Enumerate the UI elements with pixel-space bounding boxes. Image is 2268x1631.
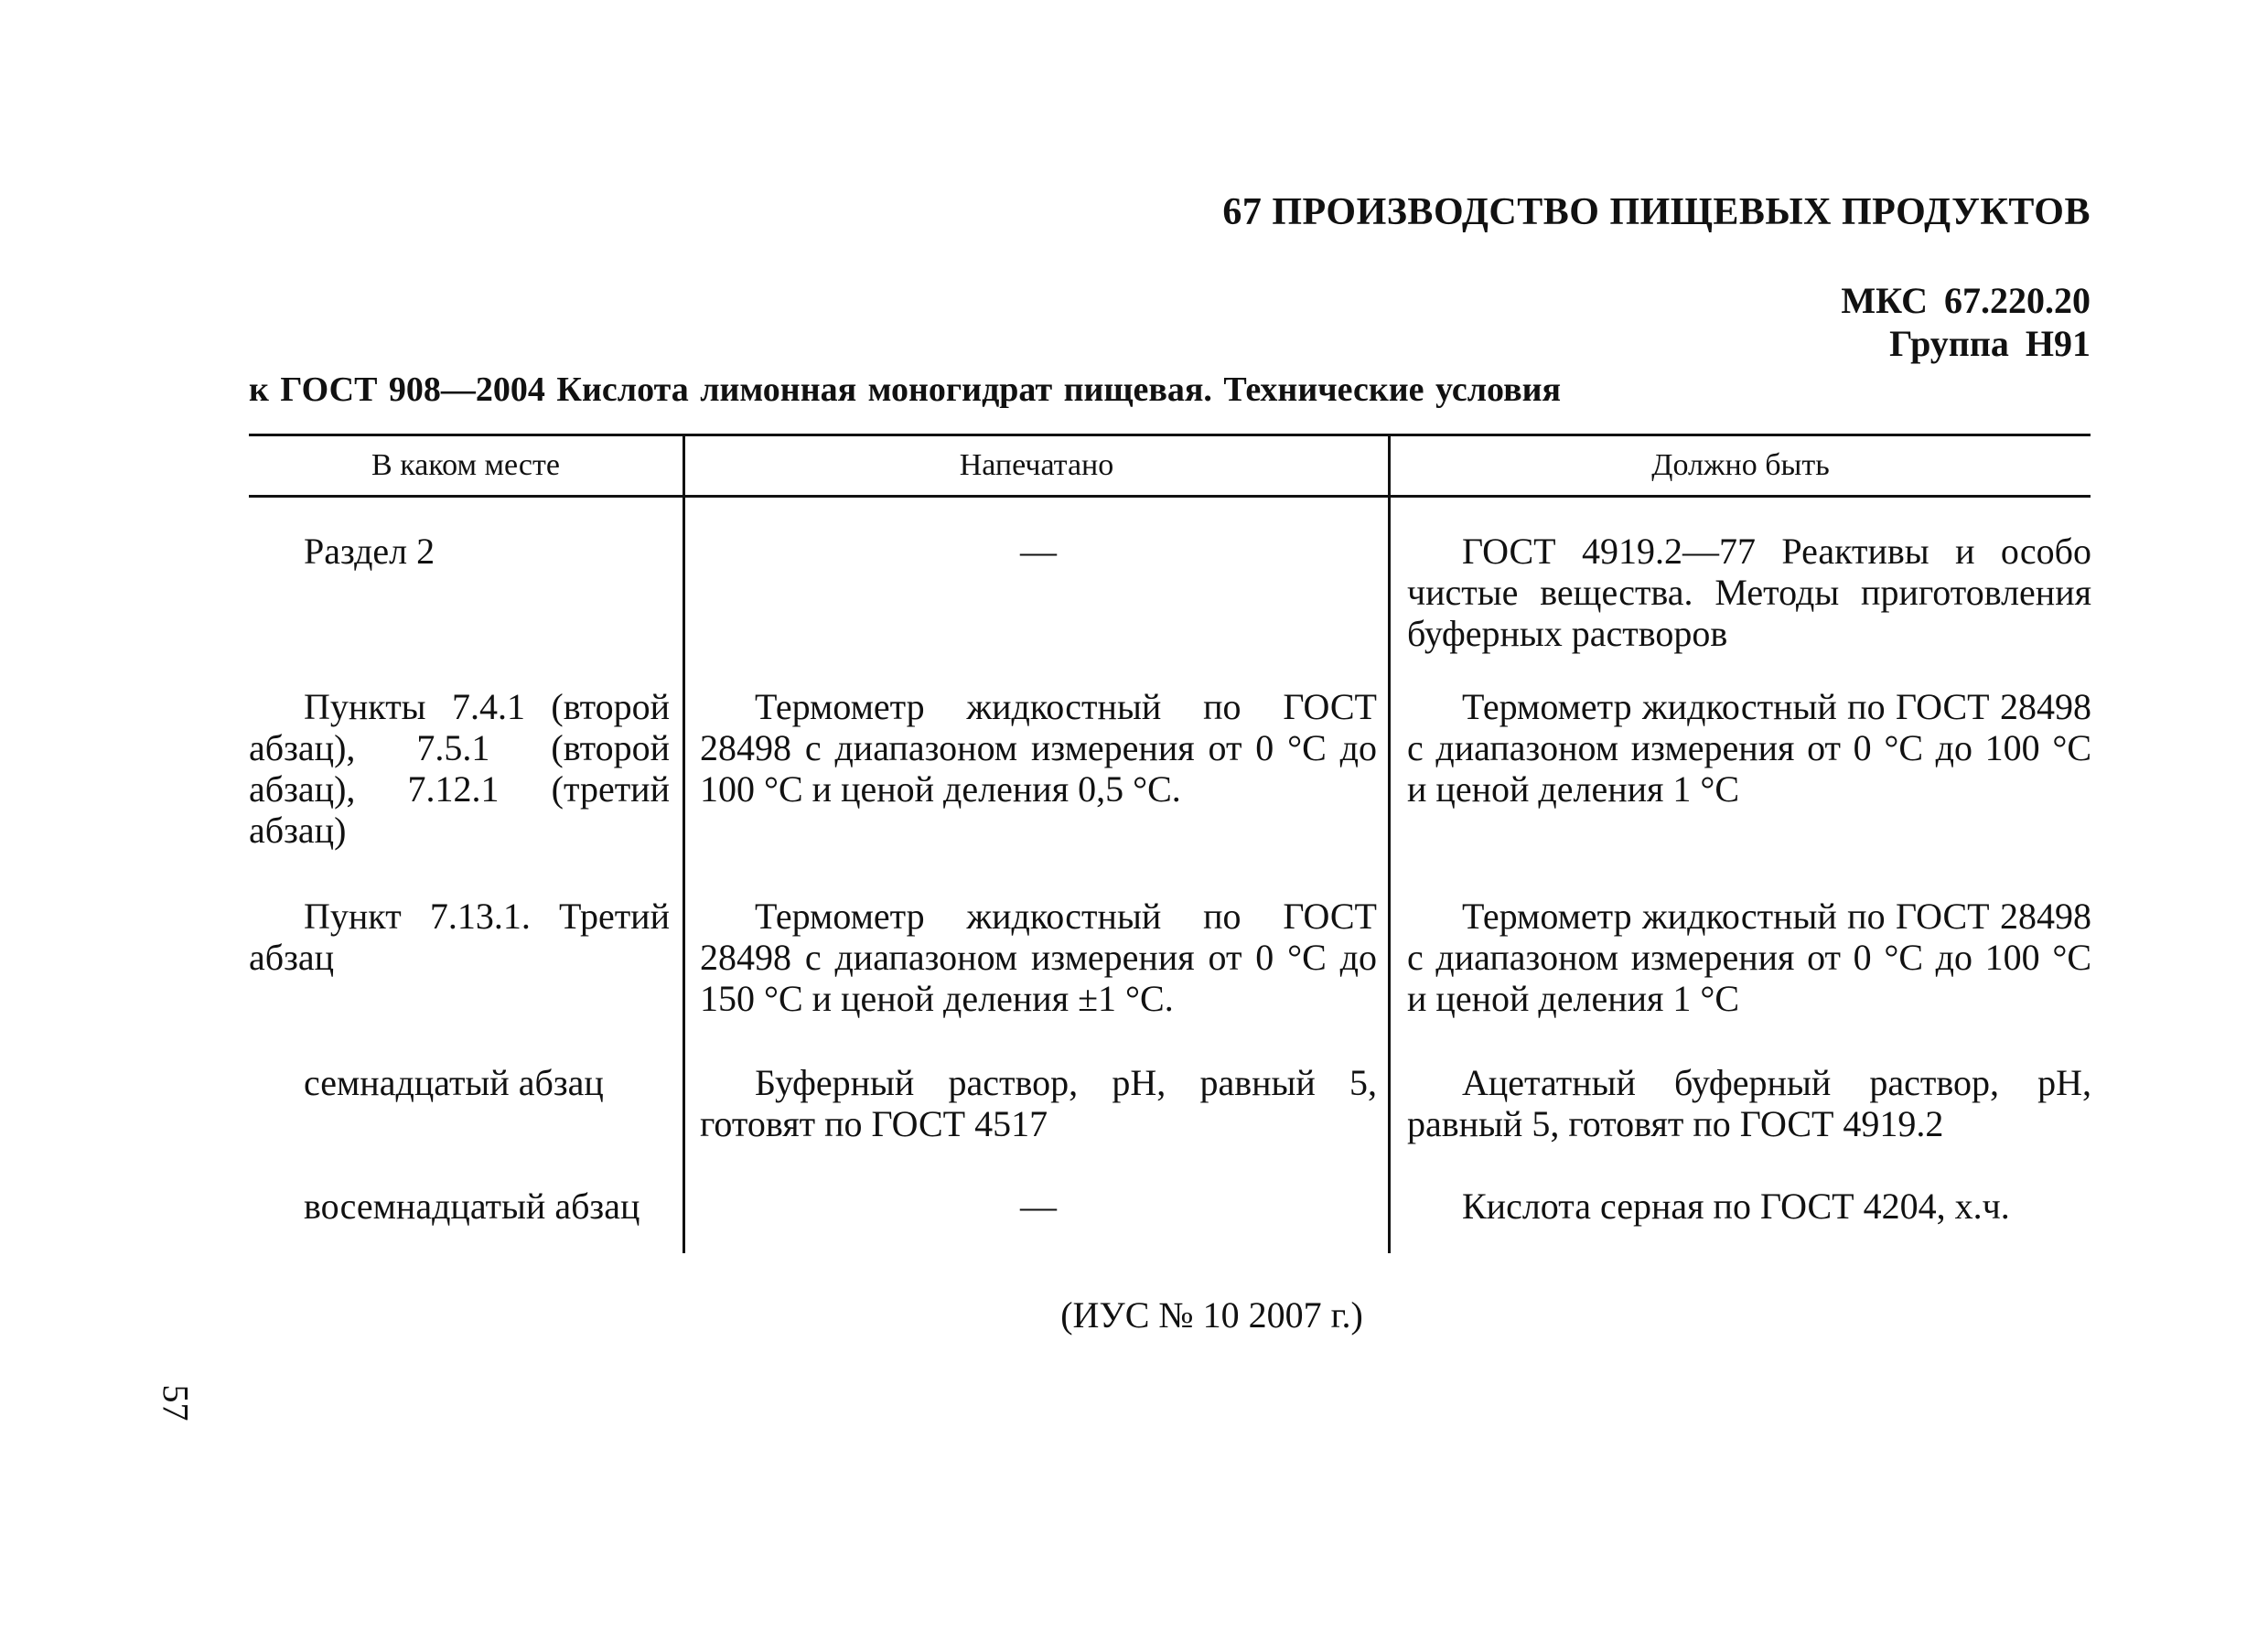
table-body [249, 498, 2091, 1253]
column-header-should-be: Должно быть [1388, 436, 2091, 495]
should-be-column [1388, 498, 2091, 1253]
column-header-printed: Напечатано [683, 436, 1388, 495]
place-column [249, 498, 683, 1253]
table-cell-place: восемнадцатый абзац [304, 1186, 640, 1227]
group-code: Группа Н91 [1889, 323, 2091, 364]
document-title: к ГОСТ 908—2004 Кислота лимонная моногидрат пищевая. Технические условия [249, 370, 1562, 409]
table-cell-should-be: Ацетатный буферный раствор, рН, равный 5, готовят по ГОСТ 4919.2 [1407, 1062, 2091, 1144]
table-cell-should-be: Кислота серная по ГОСТ 4204, х.ч. [1462, 1186, 2010, 1227]
mks-code: МКС 67.220.20 [1841, 280, 2091, 321]
amendment-table [249, 434, 2091, 1253]
column-header-place: В каком месте [371, 448, 560, 482]
classification-block [1841, 279, 2091, 365]
table-cell-place: Пункт 7.13.1. Третий абзац [249, 896, 670, 978]
table-cell-printed: — [1020, 531, 1057, 572]
ius-reference: (ИУС № 10 2007 г.) [1060, 1294, 1363, 1336]
section-title: 67 ПРОИЗВОДСТВО ПИЩЕВЫХ ПРОДУКТОВ [1222, 191, 2091, 233]
printed-column [683, 498, 1388, 1253]
table-cell-should-be: ГОСТ 4919.2—77 Реактивы и особо чистые вещества. Методы приготовления буферных растворов [1407, 531, 2091, 654]
table-header [249, 434, 2091, 498]
page-number: 57 [155, 1384, 197, 1422]
table-cell-printed: — [1020, 1186, 1057, 1227]
table-cell-printed: Термометр жидкостный по ГОСТ 28498 с диапазоном измерения от 0 °С до 150 °С и ценой деления ±1 °С. [700, 896, 1377, 1019]
table-cell-should-be: Термометр жидкостный по ГОСТ 28498 с диапазоном измерения от 0 °С до 100 °С и ценой деления 1 °С [1407, 686, 2091, 810]
table-cell-place: Пункты 7.4.1 (второй абзац), 7.5.1 (второй абзац), 7.12.1 (третий абзац) [249, 686, 670, 851]
table-cell-place: Раздел 2 [304, 531, 435, 572]
table-cell-place: семнадцатый абзац [304, 1062, 604, 1103]
table-cell-printed: Буферный раствор, рН, равный 5, готовят по ГОСТ 4517 [700, 1062, 1377, 1144]
table-cell-should-be: Термометр жидкостный по ГОСТ 28498 с диапазоном измерения от 0 °С до 100 °С и ценой деления 1 °С [1407, 896, 2091, 1019]
table-cell-printed: Термометр жидкостный по ГОСТ 28498 с диапазоном измерения от 0 °С до 100 °С и ценой деления 0,5 °С. [700, 686, 1377, 810]
